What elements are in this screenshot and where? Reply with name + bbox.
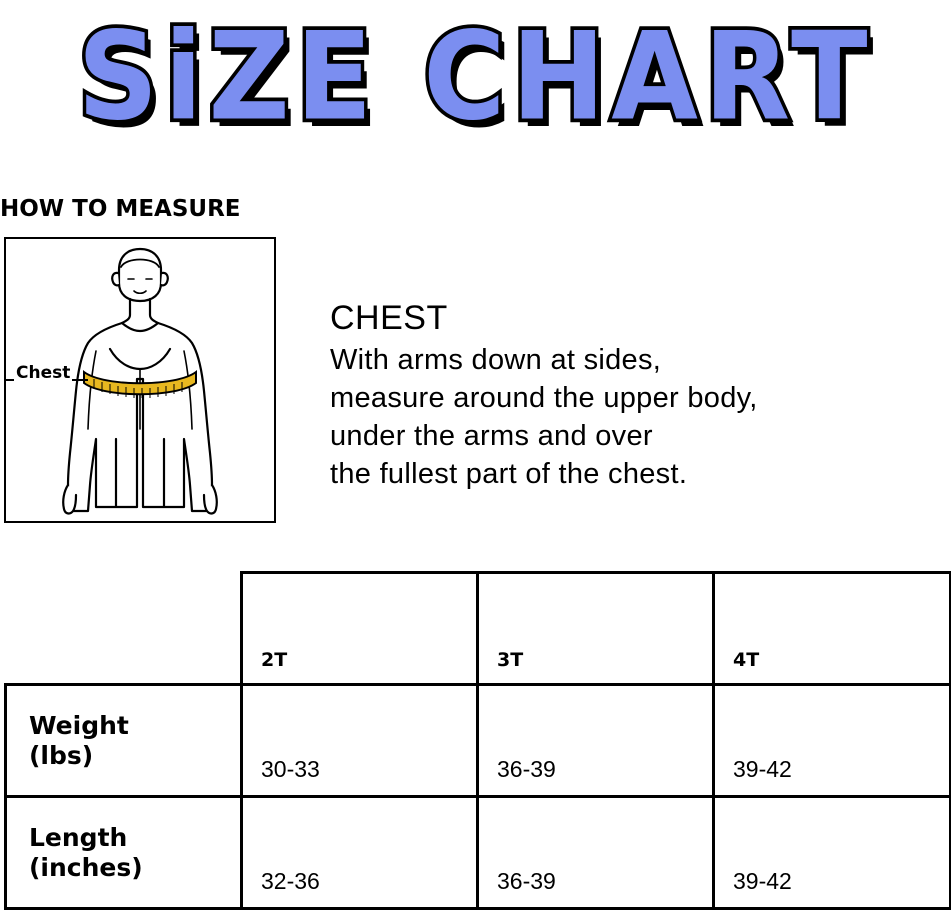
title-banner xyxy=(0,0,951,150)
cell-length-3t xyxy=(478,797,714,909)
row-header-line-2: (lbs) xyxy=(29,740,94,770)
table-row xyxy=(6,685,951,797)
cell-value: 36-39 xyxy=(497,756,556,782)
cell-weight-3t xyxy=(478,685,714,797)
chest-description xyxy=(330,295,945,493)
cell-length-2t xyxy=(242,797,478,909)
chest-description-heading: CHEST xyxy=(330,299,448,337)
chest-description-line-1: With arms down at sides, xyxy=(330,344,662,376)
column-header-label: 2T xyxy=(261,649,288,671)
how-to-measure-heading: HOW TO MEASURE xyxy=(0,196,241,222)
cell-value: 39-42 xyxy=(733,868,792,894)
row-header-weight xyxy=(6,685,242,797)
cell-weight-4t xyxy=(714,685,951,797)
column-header-label: 4T xyxy=(733,649,760,671)
chest-description-line-3: under the arms and over xyxy=(330,420,653,452)
page-title: SiZE CHART xyxy=(77,7,874,148)
cell-value: 30-33 xyxy=(261,756,320,782)
table-row xyxy=(6,797,951,909)
table-header-row xyxy=(6,573,951,685)
cell-value: 32-36 xyxy=(261,868,320,894)
table-column-header-4t xyxy=(714,573,951,685)
cell-value: 36-39 xyxy=(497,868,556,894)
row-header-line-1: Length xyxy=(29,822,128,852)
chest-description-line-4: the fullest part of the chest. xyxy=(330,458,688,490)
table-column-header-2t xyxy=(242,573,478,685)
column-header-label: 3T xyxy=(497,649,524,671)
cell-length-4t xyxy=(714,797,951,909)
cell-weight-2t xyxy=(242,685,478,797)
row-header-line-1: Weight xyxy=(29,710,129,740)
chest-description-line-2: measure around the upper body, xyxy=(330,382,758,414)
row-header-line-2: (inches) xyxy=(29,852,143,882)
cell-value: 39-42 xyxy=(733,756,792,782)
table-corner-cell xyxy=(6,573,242,685)
row-header-length xyxy=(6,797,242,909)
chest-label: Chest xyxy=(16,363,71,383)
size-table xyxy=(4,571,951,910)
table-column-header-3t xyxy=(478,573,714,685)
